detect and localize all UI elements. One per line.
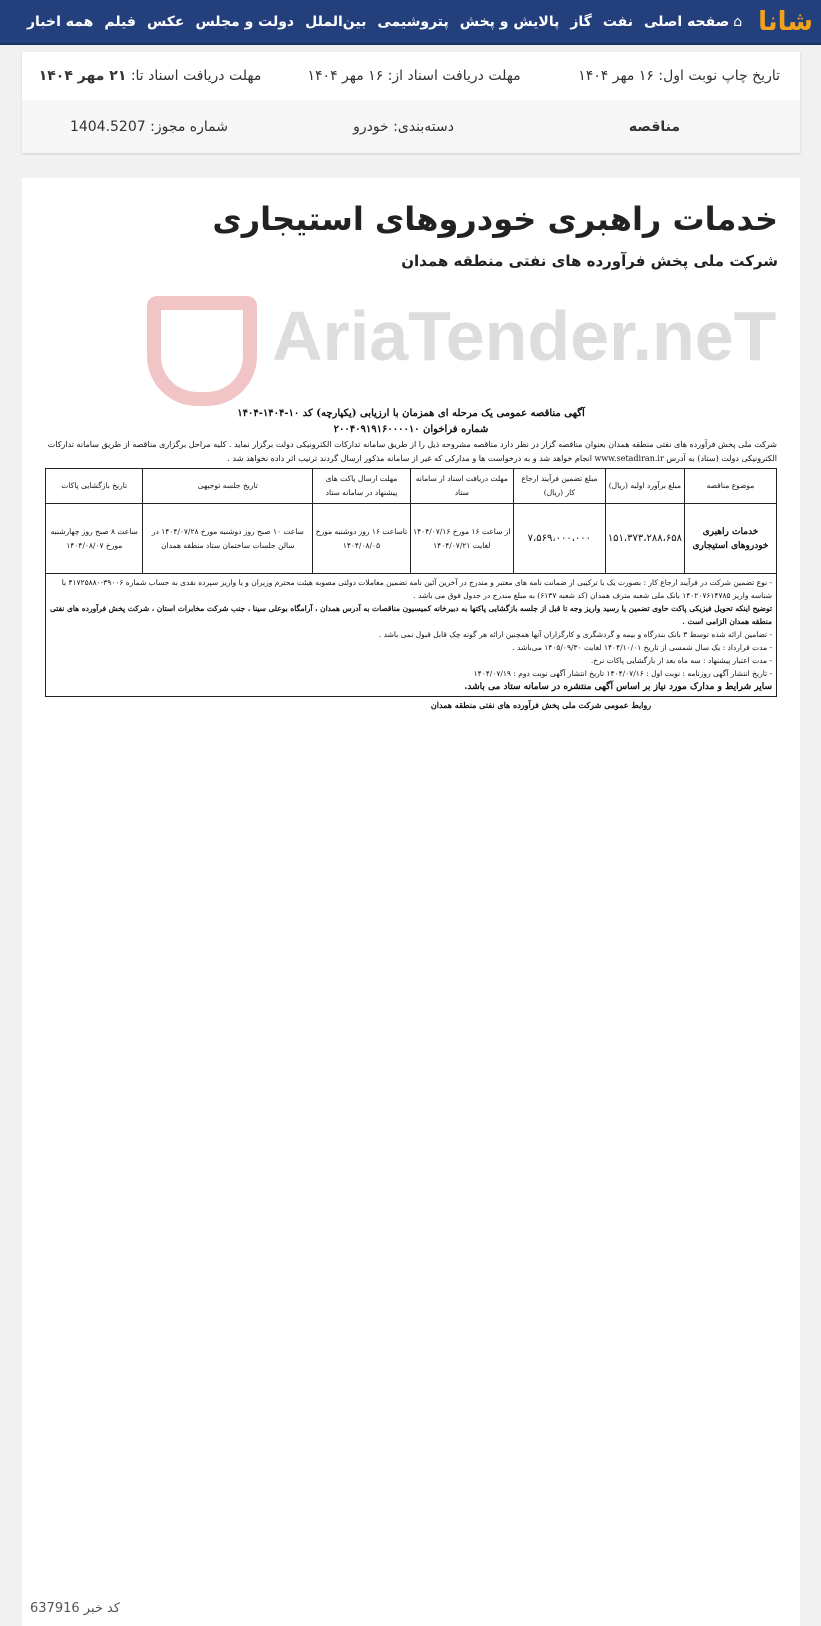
note: - مدت قرارداد : یک سال شمسی از تاریخ ۱۴۰۴/۱۰/۰۱ لغایت ۱۴۰۵/۰۹/۳۰ می‌باشد . <box>512 643 772 652</box>
th-subject: موضوع مناقصه <box>684 469 776 504</box>
news-code: کد خبر 637916 <box>30 1601 121 1616</box>
tender-info-card <box>22 52 800 153</box>
note: - نوع تضمین شرکت در فرآیند ارجاع کار : بصورت یک یا ترکیبی از ضمانت نامه های معتبر و مندرج در آخرین آئین نامه تضمین معاملات دولتی مصوبه هیئت محترم وزیران و یا واریز سپرده نقدی به حساب شماره ۳۹۰۰۶-۴۱۷۲۵۸۸۰ با شناسه واریز ۱۴۰۲۰۷۶۱۴۷۸۵ بانک ملی شعبه مترف همدان (کد شعبه ۶۱۳۷) به مبلغ مندرج در جدول فوق می باشد . <box>61 578 772 600</box>
td-opening: ساعت ۸ صبح روز چهارشنبه مورخ ۱۴۰۴/۰۸/۰۷ <box>46 504 143 574</box>
th-bid-deadline: مهلت ارسال پاکت های پیشنهاد در سامانه ستاد <box>313 469 410 504</box>
company-name: شرکت ملی پخش فرآورده های نفتی منطقه همدان <box>401 252 778 270</box>
nav-oil[interactable]: نفت <box>602 13 633 30</box>
note: - مدت اعتبار پیشنهاد : سه ماه بعد از بازگشایی پاکات نرخ. <box>590 656 772 665</box>
note: توضیح اینکه تحویل فیزیکی پاکت حاوی تضمین یا رسید واریز وجه تا قبل از جلسه بازگشایی پاکتها به دبیرخانه کمیسیون مناقصات به آدرس همدان ، آرامگاه بوعلی سینا ، جنب شرکت مخابرات استان ، شرکت پخش فرآورده های نفتی منطقه همدان الزامی است . <box>49 604 772 626</box>
note: سایر شرایط و مدارک مورد نیاز بر اساس آگهی منتشره در سامانه ستاد می باشد. <box>464 682 772 692</box>
td-doc-deadline: از ساعت ۱۶ مورخ ۱۴۰۴/۰۷/۱۶ لغایت ۱۴۰۴/۰۷/۲۱ <box>410 504 513 574</box>
td-guarantee: ۷،۵۶۹،۰۰۰،۰۰۰ <box>513 504 605 574</box>
ad-call-number: شماره فراخوان ۲۰۰۴۰۹۱۹۱۶۰۰۰۰۱۰ <box>333 424 489 435</box>
th-doc-deadline: مهلت دریافت اسناد از سامانه ستاد <box>410 469 513 504</box>
home-icon[interactable]: ⌂ <box>733 13 743 30</box>
doc-to-value: ۲۱ مهر ۱۴۰۴ <box>38 68 127 84</box>
tender-type: مناقصه <box>628 118 680 135</box>
site-logo[interactable]: شانا <box>758 6 813 37</box>
ad-intro: شرکت ملی پخش فرآورده های نفتی منطقه همدان بعنوان مناقصه گزار در نظر دارد مناقصه مشروحه ذیل را از طریق سامانه تدارکات الکترونیکی دولت برگزار نماید . کلیه مراحل برگزاری مناقصه از طریق سامانه تدارکات الکترونیکی دولت (ستاد) به آدرس www.setadiran.ir انجام خواهد شد و به درخواست ها و مدارکی که غیر از سامانه مذکور ارسال گردند ترتیب اثر داده نخواهد شد . <box>47 440 777 463</box>
nav-all-news[interactable]: همه اخبار <box>26 13 94 30</box>
nav-video[interactable]: فیلم <box>104 13 136 30</box>
td-subject: خدمات راهبری خودروهای استیجاری <box>684 504 776 574</box>
th-briefing: تاریخ جلسه توجیهی <box>143 469 313 504</box>
nav-refining[interactable]: پالایش و پخش <box>459 13 560 30</box>
ad-signature: روابط عمومی شرکت ملی پخش فرآورده های نفتی منطقه همدان <box>430 700 652 710</box>
print-date: تاریخ چاپ نوبت اول: ۱۶ مهر ۱۴۰۴ <box>578 68 780 84</box>
note: - تاریخ انتشار آگهی روزنامه : نوبت اول : ۱۴۰۴/۰۷/۱۶ تاریخ انتشار آگهی نوبت دوم : ۱۴۰۴/۰۷/۱۹ <box>473 669 772 678</box>
article <box>22 178 800 1626</box>
note: - تضامین ارائه شده توسط ۳ بانک بندرگاه و بیمه و گردشگری و کارگزاران آنها همچنین ارائه هر گونه چک قابل قبول نمی باشد . <box>378 630 772 639</box>
th-guarantee: مبلغ تضمین فرآیند ارجاع کار (ریال) <box>513 469 605 504</box>
nav-home[interactable]: صفحه اصلی <box>643 13 730 30</box>
nav-international[interactable]: بین‌الملل <box>305 13 367 30</box>
nav-government[interactable]: دولت و مجلس <box>195 13 295 30</box>
doc-to-date <box>22 68 281 84</box>
doc-from-date: مهلت دریافت اسناد از: ۱۶ مهر ۱۴۰۴ <box>307 68 521 84</box>
nav-photo[interactable]: عکس <box>146 13 185 30</box>
table-row <box>46 504 777 574</box>
doc-to-label: مهلت دریافت اسناد تا: <box>126 68 262 84</box>
tender-ad-image <box>45 406 777 713</box>
top-nav <box>0 0 821 45</box>
th-estimate: مبلغ برآورد اولیه (ریال) <box>605 469 684 504</box>
ad-notes <box>45 574 777 697</box>
page-title: خدمات راهبری خودروهای استیجاری <box>212 200 778 238</box>
ad-title: آگهی مناقصه عمومی یک مرحله ای همزمان با ارزیابی (یکپارچه) کد ۱۰-۱۴۰۴-۱۴۰۴ <box>237 408 585 419</box>
nav-gas[interactable]: گاز <box>570 13 592 30</box>
watermark-logo-icon <box>147 296 257 406</box>
td-briefing: ساعت ۱۰ صبح روز دوشنبه مورخ ۱۴۰۴/۰۷/۲۸ در سالن جلسات ساختمان ستاد منطقه همدان <box>143 504 313 574</box>
category: دسته‌بندی: خودرو <box>353 118 454 135</box>
td-bid-deadline: تاساعت ۱۶ روز دوشنبه مورخ ۱۴۰۴/۰۸/۰۵ <box>313 504 410 574</box>
watermark: AriaTender.neT <box>272 297 777 375</box>
td-estimate: ۱۵۱،۳۷۳،۲۸۸،۶۵۸ <box>605 504 684 574</box>
th-opening: تاریخ بازگشایی پاکات <box>46 469 143 504</box>
license-number: شماره مجوز: 1404.5207 <box>69 118 228 135</box>
ad-table <box>45 468 777 574</box>
nav-petrochemical[interactable]: پتروشیمی <box>377 13 449 30</box>
